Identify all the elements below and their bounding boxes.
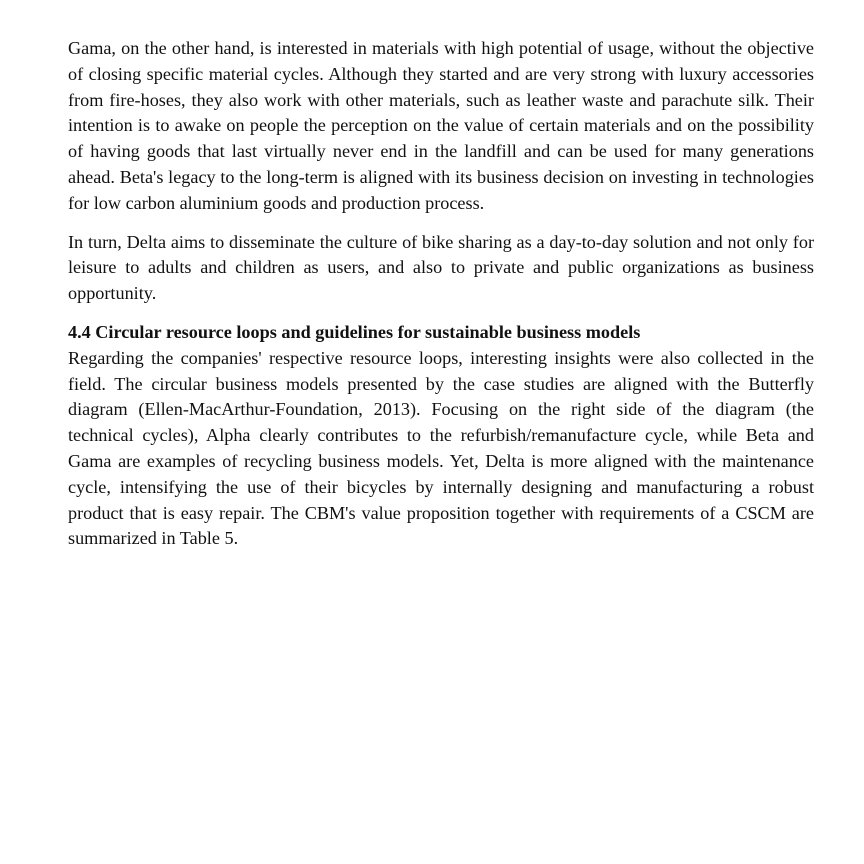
paragraph-delta: In turn, Delta aims to disseminate the culture of bike sharing as a day-to-day solution and not only for leisure to adults and children as users, and also to private and public organizations as business opportunity. xyxy=(68,231,814,304)
document-page xyxy=(68,36,814,552)
section-4-4 xyxy=(68,320,814,552)
section-heading: 4.4 Circular resource loops and guidelines for sustainable business models xyxy=(68,321,641,342)
paragraph-gama: Gama, on the other hand, is interested in materials with high potential of usage, without the objective of closing specific material cycles. Although they started and are very strong with luxury accessories from fire-hoses, they also work with other materials, such as leather waste and parachute silk. Their intention is to awake on people the perception on the value of certain materials and on the possibility of having goods that last virtually never end in the landfill and can be used for many generations ahead. Beta's legacy to the long-term is aligned with its business decision on investing in technologies for low carbon aluminium goods and production process. xyxy=(68,38,814,213)
section-body: Regarding the companies' respective resource loops, interesting insights were also collected in the field. The circular business models presented by the case studies are aligned with the Butterfly diagram (Ellen-MacArthur-Foundation, 2013). Focusing on the right side of the diagram (the technical cycles), Alpha clearly contributes to the refurbish/remanufacture cycle, while Beta and Gama are examples of recycling business models. Yet, Delta is more aligned with the maintenance cycle, intensifying the use of their bicycles by internally designing and manufacturing a robust product that is easy repair. The CBM's value proposition together with requirements of a CSCM are summarized in Table 5. xyxy=(68,347,814,549)
